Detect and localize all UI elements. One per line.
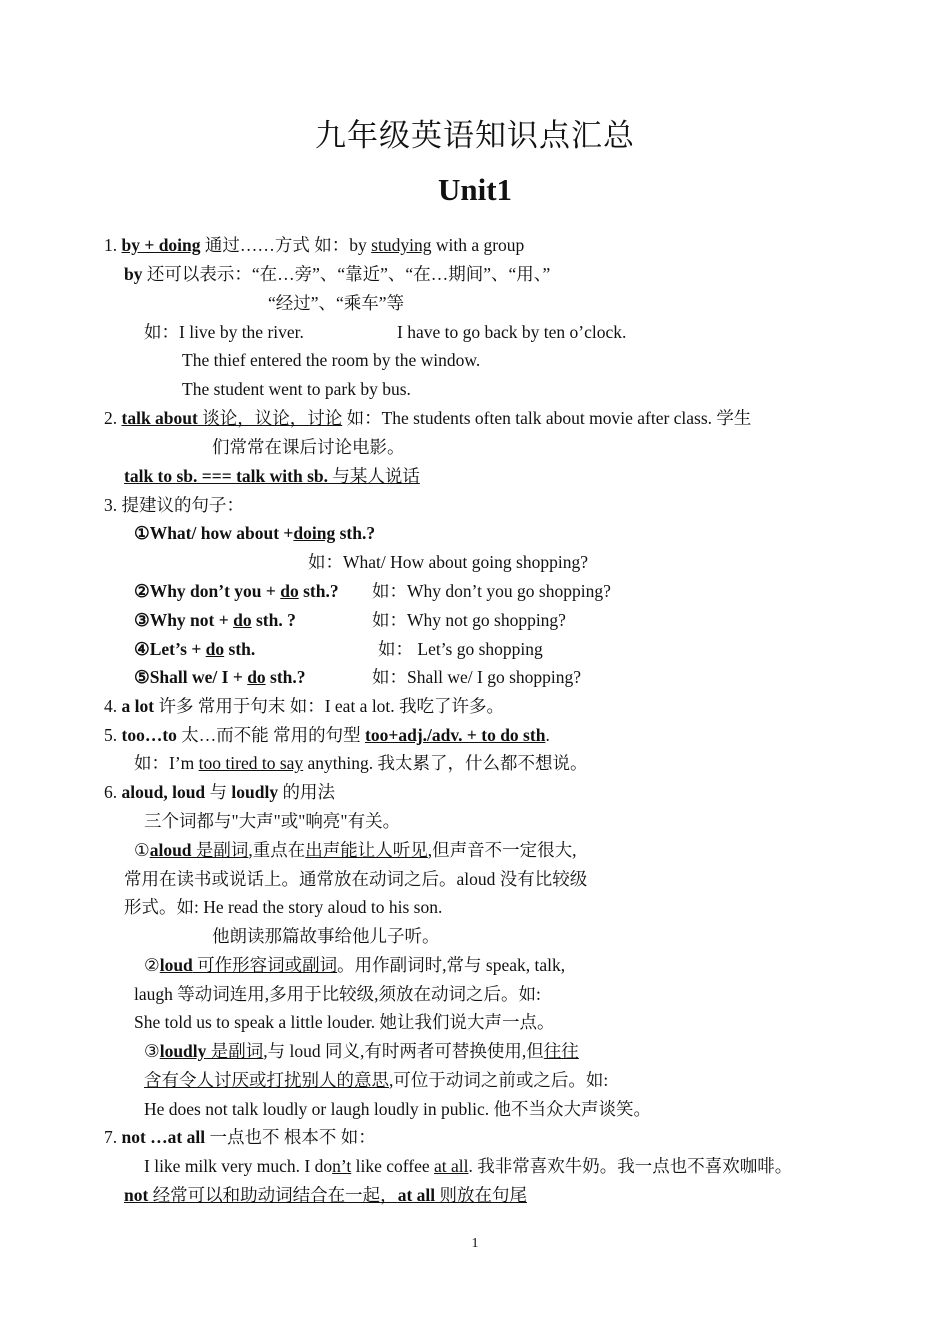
text: sth. <box>224 639 256 659</box>
item-4-line <box>104 695 504 717</box>
item-number: 1. <box>104 235 122 255</box>
underlined-text: studying <box>371 235 432 255</box>
text-cont: 们常常在课后讨论电影。 <box>212 437 405 457</box>
term: loudly <box>159 1041 207 1061</box>
example-line: The student went to park by bus. <box>182 379 411 399</box>
term: aloud, loud <box>121 782 206 802</box>
item-2-line <box>104 407 751 429</box>
text: ④Let’s + <box>134 639 206 659</box>
example-line: 如：What/ How about going shopping? <box>308 552 588 572</box>
underlined-text: 是副词 <box>191 840 249 860</box>
text: sth.? <box>335 523 376 543</box>
example-line: 如：Why not go shopping? <box>372 610 566 630</box>
underlined-text: too tired to say <box>198 753 304 773</box>
example-line: 如： Let’s go shopping <box>378 639 543 659</box>
item-number: 2. <box>104 408 122 428</box>
example-text: I live by the river. <box>179 322 304 342</box>
suggestion-1 <box>134 522 375 544</box>
text: 经常可以和助动词结合在一起， <box>148 1185 398 1205</box>
text-line <box>144 1069 608 1091</box>
page-title: 九年级英语知识点汇总 <box>315 118 635 153</box>
text: ① <box>134 840 150 860</box>
term: not <box>124 1185 149 1205</box>
term: at all <box>397 1185 436 1205</box>
underlined-text: 可作形容词或副词 <box>192 955 338 975</box>
suggestion-3 <box>134 609 296 631</box>
item-number: 7. <box>104 1127 122 1147</box>
text: . <box>545 725 550 745</box>
text: ①What/ how about + <box>134 523 294 543</box>
item-number: 5. <box>104 725 122 745</box>
text: 则放在句尾 <box>435 1185 527 1205</box>
example-line <box>144 1155 792 1177</box>
text: sth. ? <box>251 610 296 630</box>
item-1-line <box>104 234 524 256</box>
item-5-line <box>104 724 550 746</box>
term: aloud <box>149 840 192 860</box>
suggestion-2 <box>134 580 339 602</box>
text: 许多 常用于句末 如：I eat a lot. 我吃了许多。 <box>154 696 505 716</box>
text: ③Why not + <box>134 610 234 630</box>
term: talk about <box>121 408 198 428</box>
text: sth.? <box>265 667 306 687</box>
underlined-text: n’t <box>332 1156 352 1176</box>
page-number: 1 <box>471 1236 479 1251</box>
text: ② <box>144 955 160 975</box>
text: 如：I’m <box>134 753 199 773</box>
text: like coffee <box>351 1156 434 1176</box>
underlined-text: 含有令人讨厌或打扰别人的意思 <box>144 1070 389 1090</box>
underlined-text: do <box>233 610 252 630</box>
text: ,重点在 <box>248 840 306 860</box>
text: ,但声音不一定很大, <box>427 840 577 860</box>
item-7-line <box>104 1126 376 1148</box>
not-line <box>124 1184 527 1206</box>
text: I like milk very much. I do <box>144 1156 333 1176</box>
text: ,可位于动词之前或之后。如: <box>389 1070 609 1090</box>
text-line: 他朗读那篇故事给他儿子听。 <box>212 926 440 946</box>
suggestion-5 <box>134 666 306 688</box>
text: 如：The students often talk about movie after class. 学生 <box>342 408 752 428</box>
example-line: 如：Why don’t you go shopping? <box>372 581 611 601</box>
item-number: 6. <box>104 782 122 802</box>
text: 一点也不 根本不 如： <box>205 1127 376 1147</box>
pattern: too+adj./adv. + to do sth <box>365 725 546 745</box>
example-line-b: I have to go back by ten o’clock. <box>397 322 627 342</box>
underlined-text: do <box>280 581 299 601</box>
text: 与 <box>205 782 232 802</box>
underlined-text: do <box>247 667 266 687</box>
example-line <box>134 752 588 774</box>
text-line: She told us to speak a little louder. 她让我们说大声一点。 <box>134 1012 555 1032</box>
underlined-text: do <box>205 639 225 659</box>
loud-line <box>144 954 565 976</box>
by-meanings-cont: “经过”、“乘车”等 <box>268 293 405 313</box>
term: too…to <box>121 725 177 745</box>
text: anything. 我太累了，什么都不想说。 <box>303 753 588 773</box>
text: ⑤Shall we/ I + <box>134 667 248 687</box>
term: loud <box>159 955 193 975</box>
meaning: 与某人说话 <box>327 466 420 486</box>
term: by + doing <box>121 235 201 255</box>
text-line: laugh 等动词连用,多用于比较级,须放在动词之后。如: <box>134 984 541 1004</box>
text: 还可以表示：“在…旁”、“靠近”、“在…期间”、“用、” <box>142 264 551 284</box>
text: . 我非常喜欢牛奶。我一点也不喜欢咖啡。 <box>468 1156 793 1176</box>
item-number: 4. <box>104 696 122 716</box>
underlined-text: at all <box>433 1156 469 1176</box>
text: 的用法 <box>278 782 335 802</box>
text: 。用作副词时,常与 speak, talk, <box>337 955 566 975</box>
underlined-text: 往往 <box>543 1041 579 1061</box>
meaning: 谈论，议论，讨论 <box>197 408 343 428</box>
term: by <box>124 264 143 284</box>
text-line: 形式。如: He read the story aloud to his son. <box>124 897 443 917</box>
text: ③ <box>144 1041 160 1061</box>
example-line: The thief entered the room by the window. <box>182 350 481 370</box>
suggestion-4 <box>134 638 255 660</box>
underlined-text: 是副词 <box>206 1041 264 1061</box>
talk-to-line <box>124 465 420 487</box>
example-line: 如：Shall we/ I go shopping? <box>372 667 582 687</box>
item-6-line <box>104 781 335 803</box>
example-line <box>144 321 304 343</box>
text-line: 常用在读书或说话上。通常放在动词之后。aloud 没有比较级 <box>124 869 588 889</box>
term: loudly <box>231 782 279 802</box>
underlined-text: 出声能让人听见 <box>305 840 428 860</box>
loudly-line <box>144 1040 579 1062</box>
text: with a group <box>431 235 525 255</box>
underlined-text: doing <box>293 523 336 543</box>
text: sth.? <box>298 581 339 601</box>
term: not …at all <box>121 1127 206 1147</box>
text-line: 三个词都与"大声"或"响亮"有关。 <box>144 811 401 831</box>
term: talk to sb. === talk with sb. <box>124 466 328 486</box>
text: ,与 loud 同义,有时两者可替换使用,但 <box>263 1041 544 1061</box>
by-meanings-line <box>124 263 550 285</box>
text: 通过……方式 如：by <box>200 235 372 255</box>
unit-title: Unit1 <box>437 172 513 207</box>
text: 太…而不能 常用的句型 <box>176 725 366 745</box>
aloud-line <box>134 839 577 861</box>
term: a lot <box>121 696 155 716</box>
item-3-line: 3. 提建议的句子： <box>104 495 244 515</box>
text: ②Why don’t you + <box>134 581 281 601</box>
text-line: He does not talk loudly or laugh loudly in public. 他不当众大声谈笑。 <box>144 1099 651 1119</box>
example-label: 如： <box>144 322 179 342</box>
